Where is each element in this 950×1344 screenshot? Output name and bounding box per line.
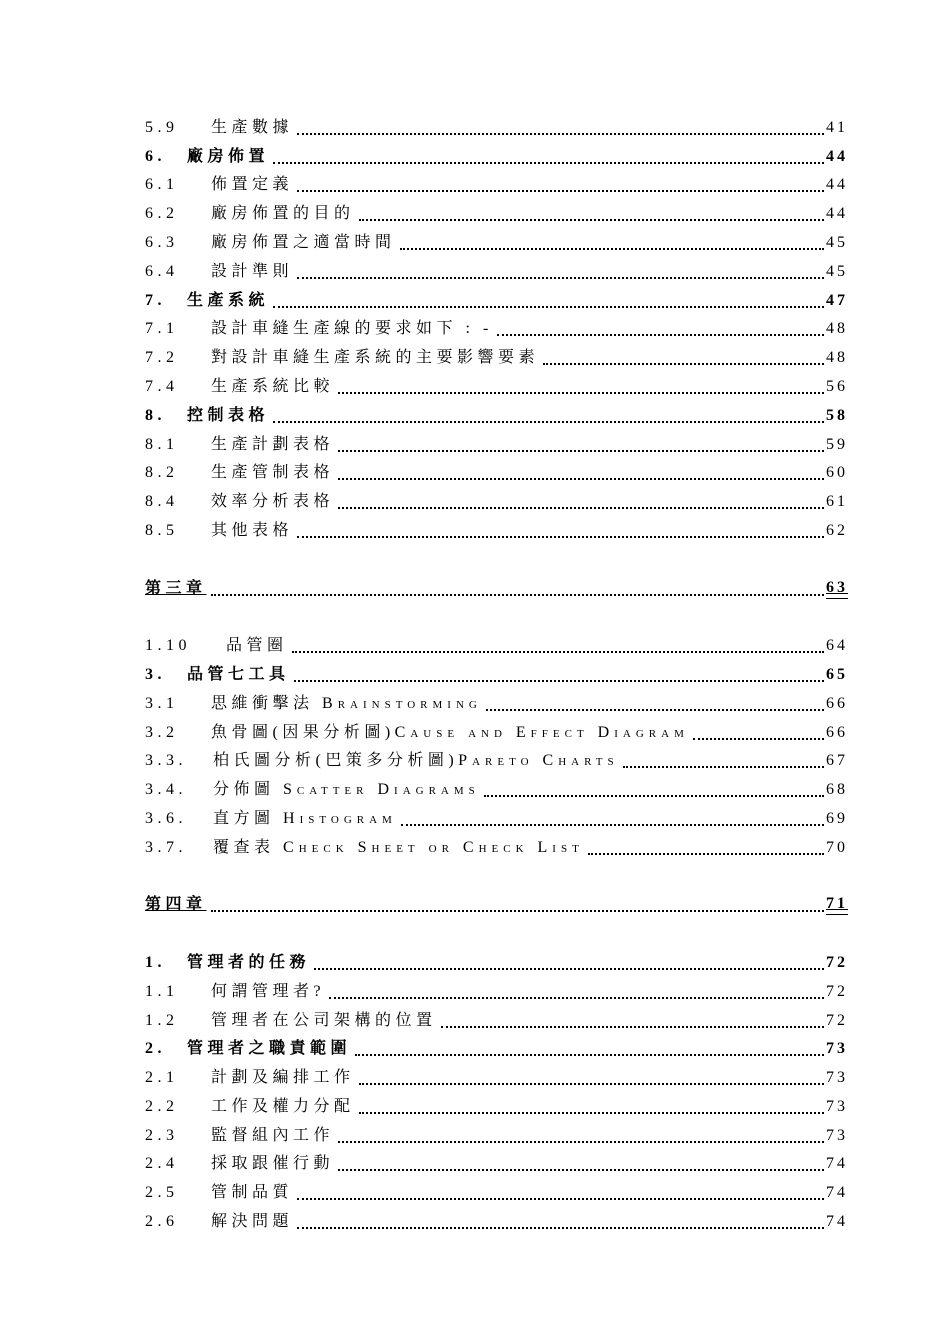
section-title (211, 1183, 293, 1203)
section-title-zh: 管理者在公司架構的位置 (211, 1011, 437, 1029)
section-number: 2. (145, 1040, 166, 1058)
section-title-zh: 覆查表 (213, 838, 284, 856)
section-title (187, 665, 290, 685)
dot-leader (338, 434, 824, 452)
section-number: 3. (145, 665, 166, 683)
section-title (211, 492, 334, 512)
section-title (213, 780, 480, 800)
toc-entry[interactable] (145, 944, 848, 973)
section-title (187, 953, 310, 973)
page-number: 44 (826, 176, 848, 194)
dot-leader (355, 1038, 824, 1056)
page-number: 65 (826, 665, 848, 683)
section-title-zh: 品管圈 (226, 637, 288, 655)
dot-leader (273, 146, 824, 164)
toc-entry[interactable] (145, 800, 848, 829)
section-number: 2.3 (145, 1126, 179, 1144)
table-of-contents (145, 109, 848, 1232)
section-title-zh: 柏氏圖分析(巴策多分析圖) (213, 752, 459, 770)
section-title-zh: 品管七工具 (187, 665, 290, 683)
dot-leader (211, 894, 824, 912)
section-title (213, 838, 584, 858)
page-number: 45 (826, 262, 848, 280)
page-number: 73 (826, 1069, 848, 1087)
section-title-zh: 管理者之職責範圍 (187, 1040, 352, 1058)
section-title-zh: 廠房佈置 (187, 147, 270, 165)
page-number: 74 (826, 1213, 848, 1231)
section-title-zh: 管理者的任務 (187, 953, 311, 971)
section-title-zh: 設計準則 (211, 262, 294, 280)
page-number: 73 (826, 1040, 848, 1058)
section-title (211, 377, 334, 397)
dot-leader (441, 1010, 824, 1028)
toc-entry[interactable] (145, 368, 848, 397)
page-number: 69 (826, 809, 848, 827)
section-number: 5.9 (145, 118, 179, 136)
section-title-zh: 生產系統比較 (211, 377, 335, 395)
toc-entry[interactable] (145, 714, 848, 743)
section-title-zh: 廠房佈置之適當時間 (211, 233, 396, 251)
dot-leader (486, 693, 824, 711)
dot-leader (338, 376, 824, 394)
section-title (187, 406, 269, 426)
section-title (211, 319, 493, 339)
section-number: 1. (145, 953, 166, 971)
page-number: 48 (826, 349, 848, 367)
section-title-zh: 解決問題 (211, 1213, 294, 1231)
toc-entry[interactable] (145, 1146, 848, 1175)
section-number: 8.4 (145, 493, 179, 511)
chapter-title: 第三章 (145, 579, 207, 597)
page-number: 72 (826, 953, 848, 971)
page-number: 48 (826, 320, 848, 338)
page-number: 67 (826, 752, 848, 770)
section-number: 6. (145, 147, 166, 165)
section-number: 6.4 (145, 262, 179, 280)
section-number: 7. (145, 291, 166, 309)
section-title-en: Check Sheet or Check List (283, 838, 584, 856)
toc-entry[interactable] (145, 1059, 848, 1088)
page-number: 71 (826, 894, 848, 915)
toc-entry[interactable] (145, 1002, 848, 1031)
dot-leader (543, 347, 824, 365)
dot-leader (401, 808, 824, 826)
section-title (211, 435, 334, 455)
page-number: 47 (826, 291, 848, 309)
section-number: 8.5 (145, 521, 179, 539)
toc-entry[interactable] (145, 282, 848, 311)
dot-leader (292, 635, 824, 653)
section-title-zh: 生產數據 (211, 118, 294, 136)
section-number: 8.2 (145, 464, 179, 482)
toc-entry[interactable] (145, 656, 848, 685)
section-number: 1.10 (145, 637, 191, 655)
toc-entry[interactable] (145, 512, 848, 541)
dot-leader (338, 1153, 824, 1171)
page-number: 72 (826, 1011, 848, 1029)
toc-entry[interactable] (145, 138, 848, 167)
section-title-zh: 生產管制表格 (211, 464, 335, 482)
dot-leader (338, 1125, 824, 1143)
dot-leader (314, 952, 824, 970)
section-title (211, 694, 482, 714)
section-title (211, 521, 293, 541)
section-title-zh: 思維衝擊法 (211, 694, 323, 712)
toc-entry[interactable] (145, 1174, 848, 1203)
section-title-zh: 生產系統 (187, 291, 270, 309)
page-number: 56 (826, 377, 848, 395)
section-number: 2.5 (145, 1184, 179, 1202)
section-title-zh: 生產計劃表格 (211, 435, 335, 453)
toc-entry[interactable] (145, 167, 848, 196)
page-number: 59 (826, 435, 848, 453)
page-number: 62 (826, 521, 848, 539)
section-title-en: Pareto Charts (458, 752, 619, 770)
toc-entry[interactable] (145, 397, 848, 426)
section-title (211, 723, 689, 743)
section-title (211, 1068, 355, 1088)
dot-leader (359, 1067, 824, 1085)
toc-entry[interactable] (145, 771, 848, 800)
section-title (211, 233, 396, 253)
section-title-zh: 其他表格 (211, 521, 294, 539)
section-title (187, 147, 269, 167)
toc-entry[interactable] (145, 685, 848, 714)
toc-entry[interactable] (145, 253, 848, 282)
toc-entry[interactable] (145, 483, 848, 512)
section-title-zh: 效率分析表格 (211, 493, 335, 511)
page-number: 73 (826, 1126, 848, 1144)
toc-entry[interactable] (145, 1203, 848, 1232)
section-number: 3.6. (145, 809, 187, 827)
section-title (211, 118, 293, 138)
section-title-zh: 對設計車縫生產系統的主要影響要素 (211, 349, 540, 367)
section-title-zh: 計劃及編排工作 (211, 1069, 355, 1087)
section-number: 3.2 (145, 723, 179, 741)
section-title (211, 348, 539, 368)
toc-entry[interactable] (145, 224, 848, 253)
page-number: 72 (826, 982, 848, 1000)
page-number: 70 (826, 838, 848, 856)
section-title-en: Histogram (283, 809, 397, 827)
toc-entry[interactable] (145, 109, 848, 138)
section-number: 2.4 (145, 1155, 179, 1173)
section-title (211, 1126, 334, 1146)
section-number: 7.1 (145, 320, 179, 338)
page-number: 64 (826, 637, 848, 655)
dot-leader (297, 1211, 824, 1229)
dot-leader (297, 1182, 824, 1200)
page-number: 66 (826, 723, 848, 741)
dot-leader (297, 117, 824, 135)
toc-chapter-entry[interactable] (145, 570, 848, 599)
dot-leader (297, 174, 824, 192)
dot-leader (400, 232, 824, 250)
toc-entry[interactable] (145, 627, 848, 656)
toc-entry[interactable] (145, 829, 848, 858)
section-title (211, 463, 334, 483)
dot-leader (273, 405, 824, 423)
section-title (211, 175, 293, 195)
dot-leader (273, 290, 824, 308)
section-title (211, 1154, 334, 1174)
section-title-zh: 直方圖 (213, 809, 284, 827)
section-title (226, 636, 288, 656)
section-title-zh: 控制表格 (187, 406, 270, 424)
dot-leader (497, 318, 824, 336)
dot-leader (484, 779, 824, 797)
section-number: 8. (145, 406, 166, 424)
dot-leader (297, 261, 824, 279)
toc-chapter-entry[interactable] (145, 887, 848, 916)
section-number: 6.1 (145, 176, 179, 194)
page-number: 63 (826, 578, 848, 599)
toc-entry[interactable] (145, 1031, 848, 1060)
toc-entry[interactable] (145, 426, 848, 455)
dot-leader (359, 203, 824, 221)
section-title (211, 982, 325, 1002)
section-number: 6.3 (145, 233, 179, 251)
section-number: 8.1 (145, 435, 179, 453)
section-title (211, 1097, 355, 1117)
page-number: 66 (826, 694, 848, 712)
section-number: 3.1 (145, 694, 179, 712)
toc-entry[interactable] (145, 339, 848, 368)
page-number: 44 (826, 205, 848, 223)
section-number: 6.2 (145, 205, 179, 223)
section-title (211, 1011, 437, 1031)
section-title-zh: 廠房佈置的目的 (211, 205, 355, 223)
section-number: 2.6 (145, 1213, 179, 1231)
toc-entry[interactable] (145, 311, 848, 340)
dot-leader (297, 520, 824, 538)
page-number: 73 (826, 1097, 848, 1115)
section-title (211, 204, 355, 224)
section-title (213, 809, 397, 829)
section-title (213, 751, 619, 771)
section-title-en: Brainstorming (322, 694, 482, 712)
section-title-zh: 採取跟催行動 (211, 1155, 335, 1173)
section-title-en: Cause and Effect Diagram (394, 723, 689, 741)
toc-entry[interactable] (145, 1117, 848, 1146)
page-number: 61 (826, 493, 848, 511)
toc-entry[interactable] (145, 1088, 848, 1117)
section-number: 1.1 (145, 982, 179, 1000)
dot-leader (211, 578, 824, 596)
section-number: 2.2 (145, 1097, 179, 1115)
toc-entry[interactable] (145, 455, 848, 484)
section-title (211, 262, 293, 282)
toc-entry[interactable] (145, 973, 848, 1002)
section-number: 2.1 (145, 1069, 179, 1087)
section-title-en: Scatter Diagrams (283, 781, 480, 799)
section-title-zh: 魚骨圖(因果分析圖) (211, 723, 395, 741)
page-number: 68 (826, 781, 848, 799)
page-number: 74 (826, 1184, 848, 1202)
section-title-zh: 分佈圖 (213, 781, 284, 799)
page-number: 44 (826, 147, 848, 165)
dot-leader (338, 491, 824, 509)
section-number: 3.7. (145, 838, 187, 856)
section-number: 3.4. (145, 781, 187, 799)
section-title-zh: 何謂管理者? (211, 982, 326, 1000)
toc-entry[interactable] (145, 743, 848, 772)
dot-leader (338, 462, 824, 480)
page-number: 45 (826, 233, 848, 251)
section-number: 7.4 (145, 377, 179, 395)
section-title-zh: 佈置定義 (211, 176, 294, 194)
dot-leader (329, 981, 824, 999)
page-number: 74 (826, 1155, 848, 1173)
section-number: 3.3. (145, 752, 187, 770)
section-title-zh: 設計車縫生產線的要求如下 : - (211, 320, 493, 338)
dot-leader (294, 664, 824, 682)
section-number: 1.2 (145, 1011, 179, 1029)
section-title (187, 1039, 351, 1059)
page-number: 58 (826, 406, 848, 424)
toc-entry[interactable] (145, 195, 848, 224)
section-title-zh: 監督組內工作 (211, 1126, 335, 1144)
page-number: 60 (826, 464, 848, 482)
dot-leader (588, 837, 824, 855)
section-title-zh: 工作及權力分配 (211, 1097, 355, 1115)
section-title-zh: 管制品質 (211, 1184, 294, 1202)
section-title (187, 291, 269, 311)
dot-leader (693, 722, 824, 740)
section-number: 7.2 (145, 349, 179, 367)
dot-leader (359, 1096, 824, 1114)
dot-leader (623, 750, 824, 768)
page-number: 41 (826, 118, 848, 136)
section-title (211, 1212, 293, 1232)
chapter-title: 第四章 (145, 896, 207, 914)
